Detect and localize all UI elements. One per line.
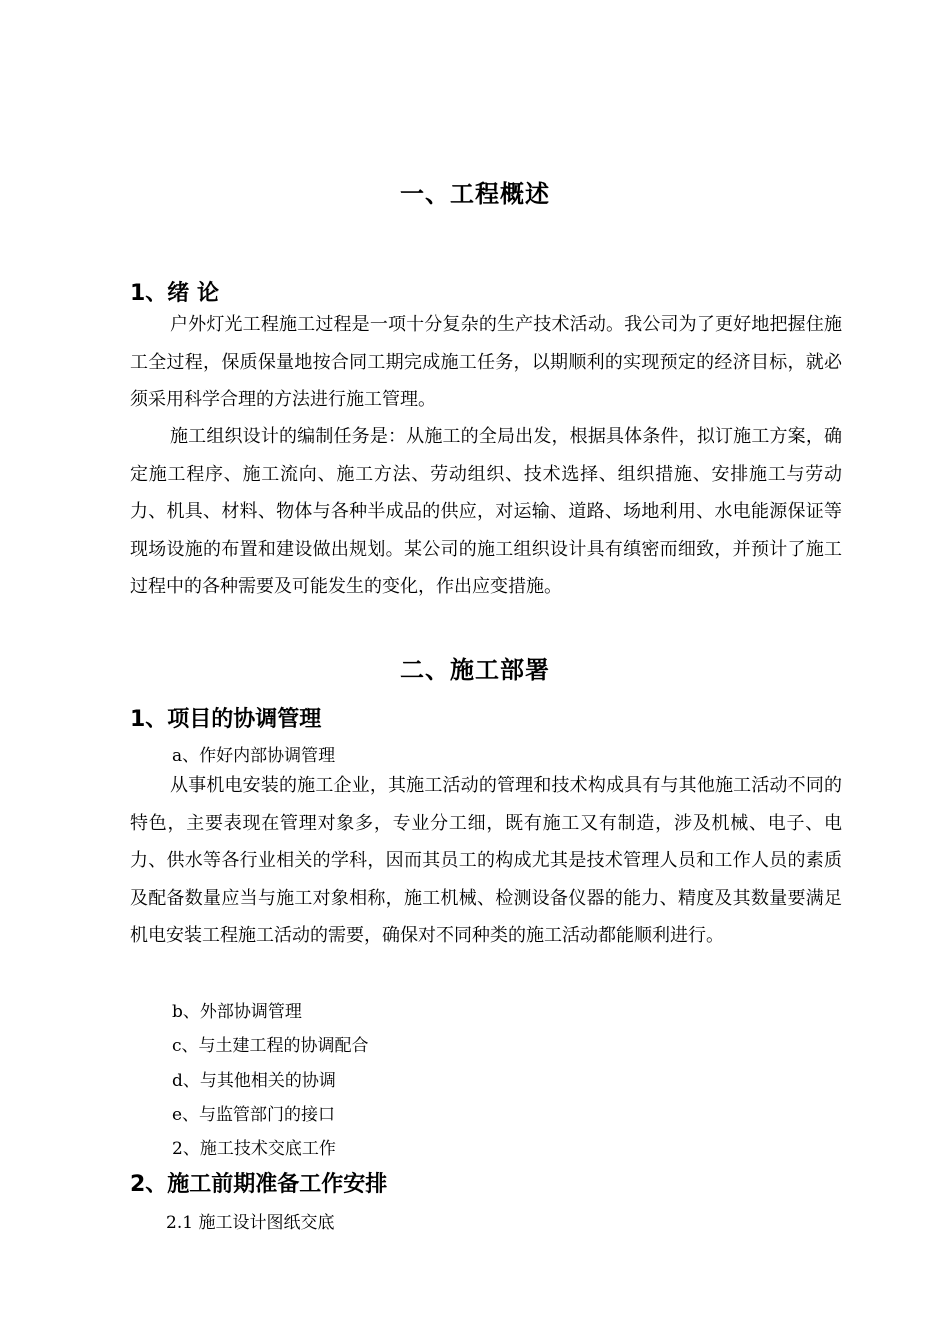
item-civil-coordination: c、与土建工程的协调配合 [172, 1036, 369, 1056]
subsection-coordination-title: 1、项目的协调管理 [130, 707, 322, 732]
intro-paragraph-1: 户外灯光工程施工过程是一项十分复杂的生产技术活动。我公司为了更好地把握住施工全过程，保质保量地按合同工期完成施工任务，以期顺利的实现预定的经济目标，就必须采用科学合理的方法进行施工管理。 [130, 314, 842, 410]
subsection-intro-title: 1、绪 论 [130, 281, 219, 306]
section-1-title: 一、工程概述 [400, 180, 550, 208]
coordination-paragraph: 从事机电安装的施工企业，其施工活动的管理和技术构成具有与其他施工活动不同的特色，主要表现在管理对象多，专业分工细，既有施工又有制造，涉及机械、电子、电力、供水等各行业相关的学科，因而其员工的构成尤其是技术管理人员和工作人员的素质及配备数量应当与施工对象相称，施工机械、检测设备仪器的能力、精度及其数量要满足机电安装工程施工活动的需要，确保对不同种类的施工活动都能顺利进行。 [130, 775, 842, 946]
intro-paragraph-2: 施工组织设计的编制任务是：从施工的全局出发，根据具体条件，拟订施工方案，确定施工程序、施工流向、施工方法、劳动组织、技术选择、组织措施、安排施工与劳动力、机具、材料、物体与各种半成品的供应，对运输、道路、场地利用、水电能源保证等现场设施的布置和建设做出规划。某公司的施工组织设计具有缜密而细致，并预计了施工过程中的各种需要及可能发生的变化，作出应变措施。 [130, 426, 842, 597]
item-external-coordination: b、外部协调管理 [172, 1002, 302, 1022]
section-2-title: 二、施工部署 [400, 656, 550, 684]
item-internal-coordination: a、作好内部协调管理 [172, 746, 336, 766]
item-drawing-handover: 2.1 施工设计图纸交底 [166, 1213, 335, 1233]
item-technical-briefing: 2、施工技术交底工作 [172, 1139, 336, 1159]
item-supervision-interface: e、与监管部门的接口 [172, 1105, 336, 1125]
subsection-preparation-title: 2、施工前期准备工作安排 [130, 1172, 388, 1197]
item-other-coordination: d、与其他相关的协调 [172, 1071, 336, 1091]
